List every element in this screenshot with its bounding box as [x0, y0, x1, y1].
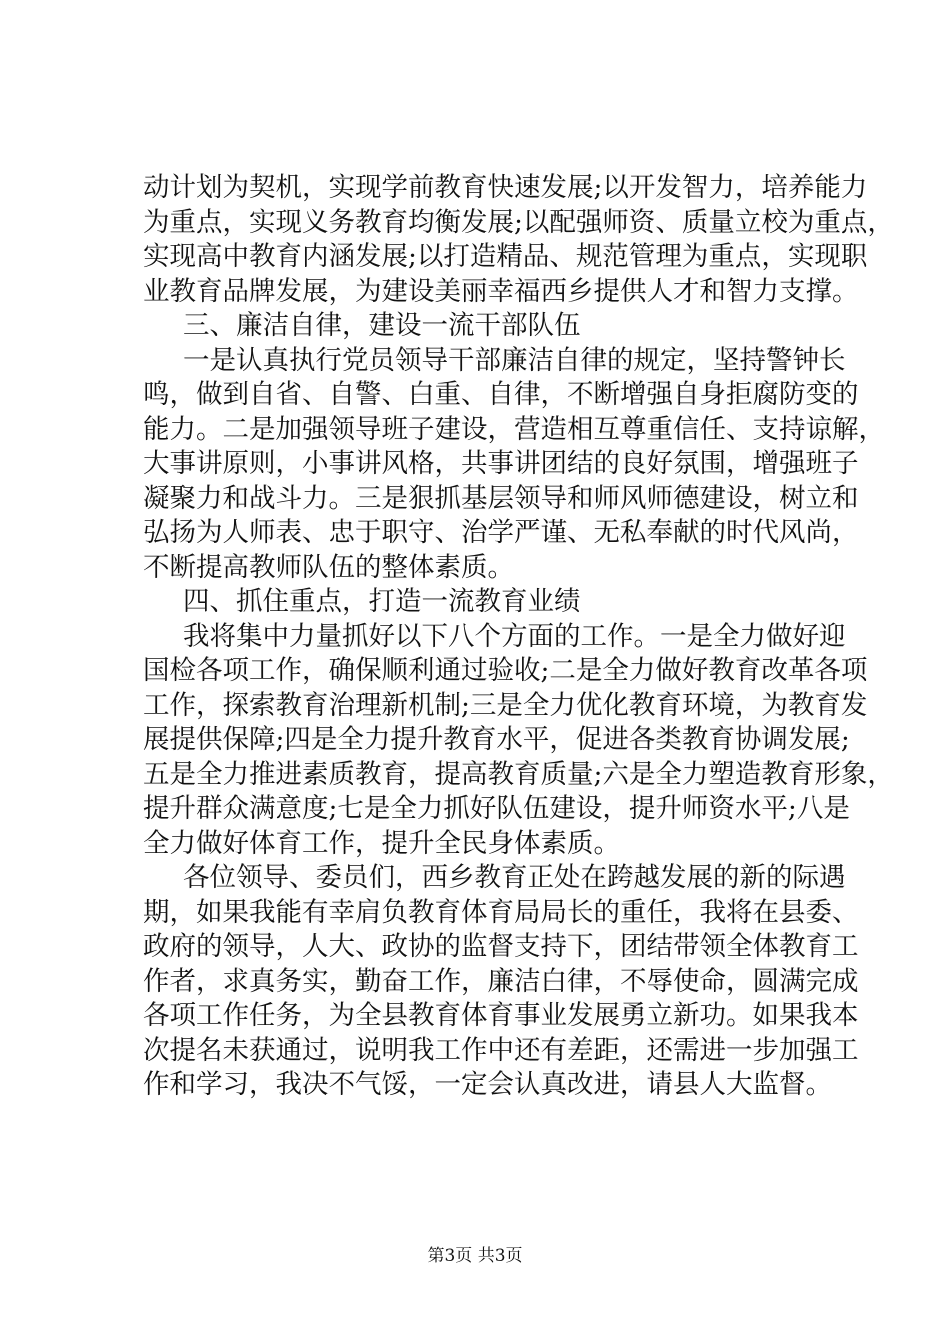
- text-line: 各项工作任务，为全县教育体育事业发展勇立新功。如果我本: [143, 1000, 859, 1031]
- text-line: 全力做好体育工作，提升全民身体素质。: [143, 827, 620, 859]
- text-line: 五是全力推进素质教育，提高教育质量;六是全力塑造教育形象，: [143, 758, 894, 790]
- text-line: 我将集中力量抓好以下八个方面的工作。一是全力做好迎: [183, 620, 846, 652]
- text-line: 国检各项工作，确保顺利通过验收;二是全力做好教育改革各项: [143, 655, 868, 686]
- text-line: 凝聚力和战斗力。三是狠抓基层领导和师风师德建设，树立和: [143, 482, 859, 514]
- text-line: 鸣，做到自省、自警、白重、自律，不断增强自身拒腐防变的: [143, 379, 859, 410]
- text-line: 能力。二是加强领导班子建设，营造相互尊重信任、支持谅解，: [143, 413, 885, 445]
- text-line: 为重点，实现义务教育均衡发展;以配强师资、质量立校为重点，: [143, 206, 894, 238]
- text-line: 作和学习，我决不气馁，一定会认真改进，请县人大监督。: [143, 1069, 832, 1100]
- text-line: 作者，求真务实，勤奋工作，廉洁白律，不辱使命，圆满完成: [143, 965, 859, 997]
- text-line: 提升群众满意度;七是全力抓好队伍建设，提升师资水平;八是: [143, 793, 850, 824]
- text-line: 一是认真执行党员领导干部廉洁自律的规定，坚持警钟长: [183, 344, 846, 376]
- text-line: 展提供保障;四是全力提升教育水平，促进各类教育协调发展;: [143, 724, 850, 755]
- document-body: [143, 171, 894, 1103]
- text-line: 大事讲原则，小事讲风格，共事讲团结的良好氛围，增强班子: [143, 448, 859, 479]
- text-line: 四、抓住重点，打造一流教育业绩: [183, 586, 581, 617]
- text-line: 工作，探索教育治理新机制;三是全力优化教育环境，为教育发: [143, 689, 868, 721]
- text-line: 动计划为契机，实现学前教育快速发展;以开发智力，培养能力: [143, 172, 868, 203]
- text-line: 各位领导、委员们，西乡教育正处在跨越发展的新的际遇: [183, 862, 846, 893]
- page-number-footer: 第3页 共3页: [427, 1246, 523, 1266]
- text-line: 业教育品牌发展，为建设美丽幸福西乡提供人才和智力支撑。: [143, 275, 859, 307]
- text-line: 次提名未获通过，说明我工作中还有差距，还需进一步加强工: [143, 1034, 859, 1066]
- text-line: 不断提高教师队伍的整体素质。: [143, 551, 514, 583]
- text-line: 期，如果我能有幸肩负教育体育局局长的重任，我将在县委、: [143, 896, 859, 928]
- text-line: 三、廉洁自律，建设一流干部队伍: [183, 310, 581, 341]
- text-line: 弘扬为人师表、忠于职守、治学严谨、无私奉献的时代风尚，: [143, 517, 859, 548]
- text-line: 政府的领导，人大、政协的监督支持下，团结带领全体教育工: [143, 931, 859, 962]
- text-line: 实现高中教育内涵发展;以打造精品、规范管理为重点，实现职: [143, 241, 868, 272]
